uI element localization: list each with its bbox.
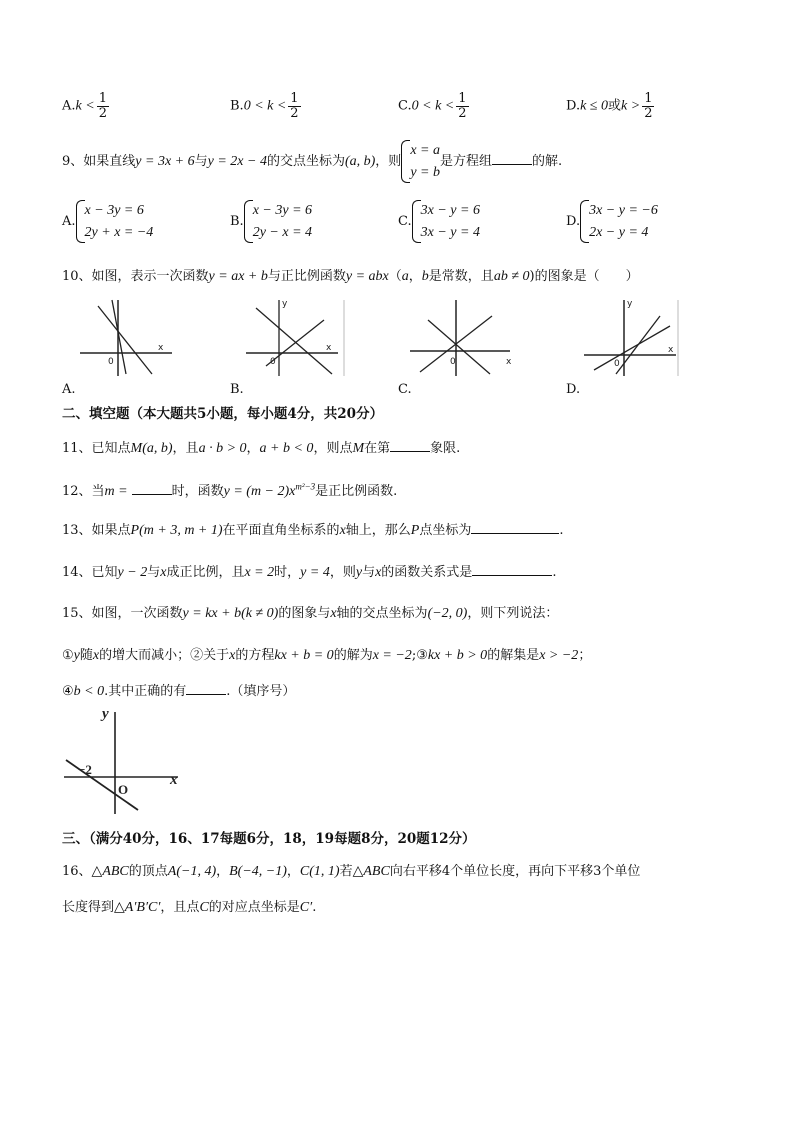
origin-label: 0 <box>108 357 114 367</box>
math: a + b < 0 <box>259 441 314 456</box>
text: ;③ <box>411 648 428 663</box>
system-row: 2y − x = 4 <box>252 224 313 240</box>
answer-blank[interactable] <box>492 152 532 165</box>
math: C(1, 1) <box>299 864 340 879</box>
x-label: x <box>158 343 164 353</box>
text: . <box>312 900 317 915</box>
text: 的交点坐标为 <box>266 154 345 170</box>
math: C′ <box>299 900 313 915</box>
q15-statements-line2 <box>62 680 295 700</box>
q16-line1 <box>62 860 640 880</box>
text: ④ <box>62 684 74 699</box>
q10-graph-b <box>246 298 346 378</box>
text: 若 <box>339 864 353 879</box>
system-row: x − 3y = 6 <box>84 203 144 218</box>
answer-blank[interactable] <box>132 482 172 495</box>
system-row: 2x − y = 4 <box>589 224 649 240</box>
text: 16、 <box>62 864 92 879</box>
text: 15、如图，一次函数 <box>62 606 183 621</box>
q10-graph-c <box>410 298 520 378</box>
math: y <box>73 648 80 663</box>
y-label: y <box>627 299 633 309</box>
text: 的解为 <box>333 648 373 663</box>
equation-system <box>76 200 154 243</box>
math: △A′B′C′ <box>114 900 161 915</box>
math: M(a, b) <box>130 441 173 456</box>
numerator: 1 <box>644 91 653 106</box>
text: 的解集是 <box>487 648 540 663</box>
text: ，且 <box>172 441 199 456</box>
text: 与 <box>362 565 376 580</box>
text: 的函数关系式是 <box>381 565 473 580</box>
math: y = 3x + 6 <box>135 154 195 170</box>
text: 13、如果点 <box>62 523 131 538</box>
graph-label-b: B. <box>230 382 244 397</box>
system-row: x − 3y = 6 <box>252 203 313 218</box>
math: a <box>401 269 409 284</box>
text: ， <box>408 269 422 284</box>
denominator: 2 <box>98 105 107 121</box>
math: (a, b) <box>344 154 376 170</box>
text: 在平面直角坐标系的 <box>222 523 340 538</box>
text: ，且点 <box>160 900 200 915</box>
text: 与 <box>147 565 161 580</box>
q16-line2 <box>62 896 316 916</box>
text: .（填序号） <box>226 684 296 699</box>
text: （ <box>388 269 402 284</box>
function-line <box>428 320 490 374</box>
text: 12、当 <box>62 484 105 499</box>
fraction <box>97 92 109 120</box>
text: 是常数，且 <box>428 269 494 284</box>
math: M <box>352 441 365 456</box>
text: 的图象与 <box>278 606 331 621</box>
brace <box>244 200 253 243</box>
equation-system <box>412 200 480 243</box>
math: x <box>229 648 236 663</box>
intercept-label: −2 <box>78 762 92 777</box>
option-label: A. <box>62 98 76 114</box>
text: 轴上，那么 <box>345 523 411 538</box>
text: 时， <box>274 565 301 580</box>
option-math: k < <box>75 98 95 114</box>
option-or: 或 <box>608 98 622 114</box>
numerator: 1 <box>458 91 467 106</box>
q10-graph-d <box>584 298 684 378</box>
math: y = kx + b(k ≠ 0) <box>182 606 279 621</box>
math: ab ≠ 0 <box>493 269 530 284</box>
system-row: 3x − y = 4 <box>420 224 480 240</box>
math: y = 2x − 4 <box>207 154 267 170</box>
system-row: 3x − y = −6 <box>589 203 658 218</box>
text: 的方程 <box>235 648 275 663</box>
equation-system <box>580 200 658 243</box>
text: ，则点 <box>313 441 353 456</box>
math: y = 4 <box>300 565 330 580</box>
graph-label-a: A. <box>62 382 76 397</box>
q14 <box>62 561 556 581</box>
math: x = −2 <box>372 648 412 663</box>
text: ， <box>216 864 230 879</box>
answer-blank[interactable] <box>471 521 559 534</box>
answer-blank[interactable] <box>186 682 226 695</box>
y-label: y <box>282 299 288 309</box>
text: 14、已知 <box>62 565 118 580</box>
math: x <box>330 606 337 621</box>
text: 轴的交点坐标为 <box>336 606 428 621</box>
text: 10、如图，表示一次函数 <box>62 269 209 284</box>
q8-option-b <box>230 92 301 120</box>
text: 长度得到 <box>62 900 115 915</box>
section-title: 二、填空题（本大题共5小题，每小题4分，共20分） <box>62 406 384 422</box>
q10-stem <box>62 265 639 285</box>
text: 的解. <box>532 154 563 170</box>
q11 <box>62 437 460 457</box>
option-math: k > <box>621 98 641 114</box>
math: y = ax + b <box>208 269 268 284</box>
text: ，则 <box>329 565 356 580</box>
system-row: 2y + x = −4 <box>84 224 154 240</box>
option-label: C. <box>398 214 412 230</box>
brace <box>580 200 589 243</box>
section-title: 三、（满分40分，16、17每题6分，18，19每题8分，20题12分） <box>62 831 476 847</box>
math: y − 2 <box>117 565 148 580</box>
option-label: A. <box>62 214 76 230</box>
math: P <box>410 523 420 538</box>
origin-label: 0 <box>270 357 276 367</box>
q15-statements-line1 <box>62 644 591 664</box>
function-line <box>594 326 670 370</box>
graph-label-d: D. <box>566 382 581 397</box>
q9-option-c <box>398 200 480 243</box>
math: △ABC <box>91 864 129 879</box>
text: .其中正确的有 <box>104 684 187 699</box>
option-math: k ≤ 0 <box>580 98 608 114</box>
math: a · b > 0 <box>198 441 247 456</box>
text: 的增大而减小；②关于 <box>99 648 230 663</box>
text: . <box>552 565 557 580</box>
q12 <box>62 480 397 500</box>
x-label: x <box>668 345 674 355</box>
system-row: x = a <box>410 143 440 158</box>
text: 是正比例函数. <box>315 484 398 499</box>
text: ，则 <box>375 154 402 170</box>
math: y = (m − 2)x <box>223 484 296 499</box>
q8-option-c <box>398 92 469 120</box>
math: kx + b = 0 <box>274 648 334 663</box>
math: kx + b > 0 <box>427 648 488 663</box>
option-label: B. <box>230 98 244 114</box>
option-label: D. <box>566 98 581 114</box>
equation-system <box>401 140 440 183</box>
system-row: 3x − y = 6 <box>420 203 480 218</box>
math: A(−1, 4) <box>167 864 217 879</box>
x-label: x <box>506 357 512 367</box>
text: 是方程组 <box>439 154 492 170</box>
q9-option-d <box>566 200 658 243</box>
option-label: B. <box>230 214 244 230</box>
math: x <box>339 523 346 538</box>
text: ，则下列说法： <box>467 606 559 621</box>
text: 9、如果直线 <box>62 154 136 170</box>
text: . <box>559 523 564 538</box>
math: x <box>160 565 167 580</box>
text: 向右平移4个单位长度，再向下平移3个单位 <box>389 864 641 879</box>
math: △ABC <box>352 864 390 879</box>
q15-graph <box>60 702 190 817</box>
text: ； <box>578 648 592 663</box>
brace <box>76 200 85 243</box>
math: x <box>92 648 100 663</box>
q10-graph-a <box>80 298 180 378</box>
brace <box>401 140 410 183</box>
text: ， <box>286 864 300 879</box>
text: ， <box>246 441 260 456</box>
q9-option-b <box>230 200 312 243</box>
text: 点坐标为 <box>419 523 472 538</box>
denominator: 2 <box>458 105 467 121</box>
q13 <box>62 519 564 539</box>
text: 在第 <box>364 441 391 456</box>
answer-blank[interactable] <box>390 439 430 452</box>
exponent: m²−3 <box>295 481 316 492</box>
fraction <box>288 92 300 120</box>
math: y = abx <box>345 269 389 284</box>
numerator: 1 <box>290 91 299 106</box>
text: 象限. <box>430 441 461 456</box>
text: 与正比例函数 <box>267 269 346 284</box>
function-line <box>98 306 152 374</box>
denominator: 2 <box>290 105 299 121</box>
numerator: 1 <box>98 91 107 106</box>
x-label: x <box>326 343 332 353</box>
math: m = <box>104 484 128 499</box>
math: x = 2 <box>244 565 275 580</box>
function-line <box>112 300 126 374</box>
text: )的图象是（ ） <box>529 269 639 284</box>
option-label: C. <box>398 98 412 114</box>
math: y <box>355 565 363 580</box>
brace <box>412 200 421 243</box>
text: 随 <box>79 648 93 663</box>
text: 11、已知点 <box>62 441 131 456</box>
fraction <box>642 92 654 120</box>
math: x > −2 <box>539 648 579 663</box>
origin-label: O <box>118 782 129 797</box>
option-math: 0 < k < <box>243 98 287 114</box>
text: 的对应点坐标是 <box>208 900 300 915</box>
text: 与 <box>194 154 208 170</box>
math: C <box>199 900 209 915</box>
answer-blank[interactable] <box>472 563 552 576</box>
system-row: y = b <box>410 164 440 180</box>
origin-label: 0 <box>450 357 456 367</box>
function-line <box>616 316 660 374</box>
fraction <box>456 92 468 120</box>
equation-system <box>244 200 312 243</box>
math: P(m + 3, m + 1) <box>130 523 223 538</box>
math: b <box>421 269 429 284</box>
text: ① <box>62 648 74 663</box>
math: x <box>375 565 382 580</box>
q8-option-a <box>62 92 109 120</box>
y-label: y <box>102 706 109 722</box>
text: 成正比例，且 <box>166 565 245 580</box>
origin-label: 0 <box>614 359 620 369</box>
q8-option-d <box>566 92 654 120</box>
denominator: 2 <box>644 105 653 121</box>
q9-option-a <box>62 200 153 243</box>
q15-stem <box>62 602 558 622</box>
option-math: 0 < k < <box>411 98 455 114</box>
graph-label-c: C. <box>398 382 412 397</box>
text: 的顶点 <box>128 864 168 879</box>
option-label: D. <box>566 214 581 230</box>
x-label: x <box>170 772 178 788</box>
math: B(−4, −1) <box>229 864 287 879</box>
text: 时，函数 <box>171 484 224 499</box>
q9-stem <box>62 140 562 183</box>
math: (−2, 0) <box>427 606 468 621</box>
math: b < 0 <box>73 684 105 699</box>
